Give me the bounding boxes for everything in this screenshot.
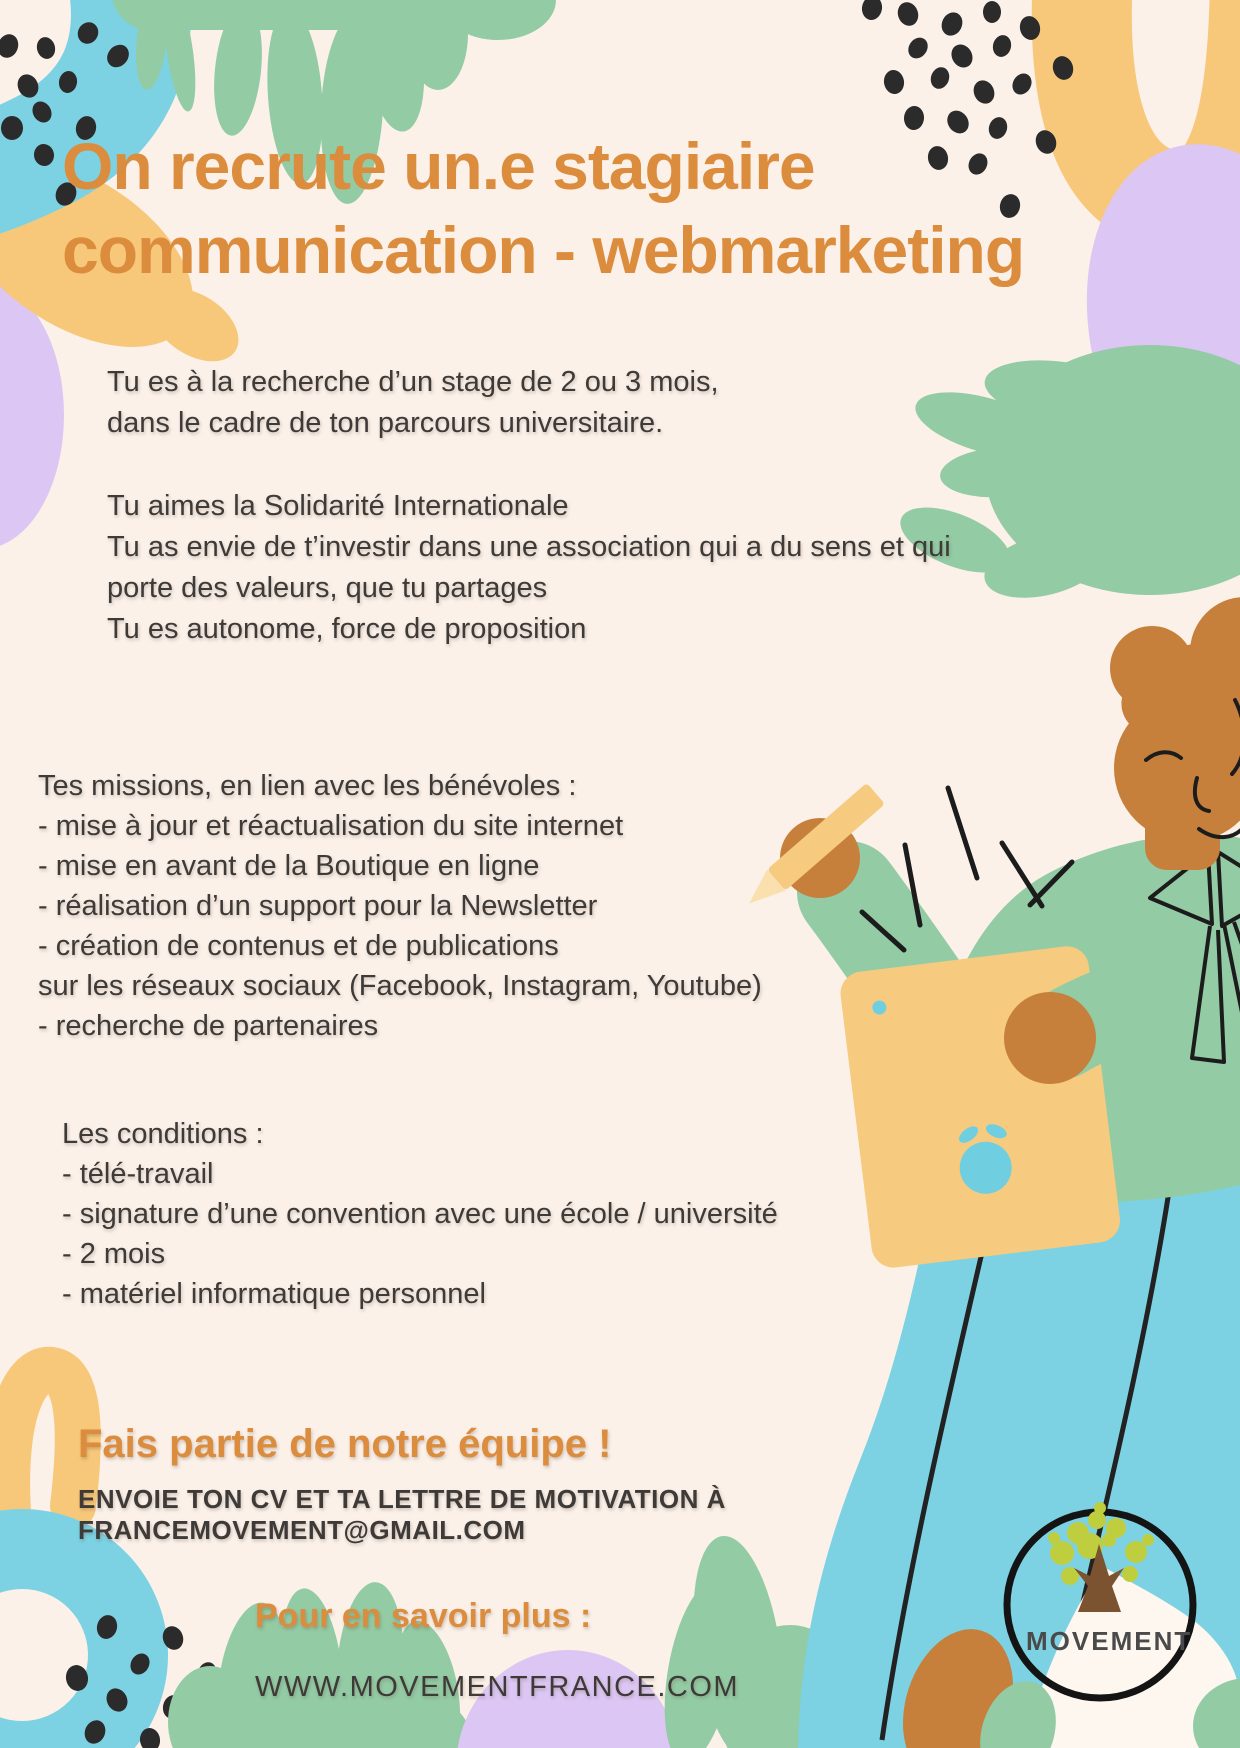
missions-line: sur les réseaux sociaux (Facebook, Instagram, Youtube): [38, 970, 762, 1002]
conditions-heading: Les conditions :: [62, 1118, 264, 1150]
footer-website: WWW.MOVEMENTFRANCE.COM: [255, 1671, 740, 1703]
profile-line: Tu es autonome, force de proposition: [107, 613, 587, 645]
missions-line: - mise en avant de la Boutique en ligne: [38, 850, 540, 882]
intro-line: Tu es à la recherche d’un stage de 2 ou 3 mois,: [107, 366, 719, 398]
teal-ring-bottom-left-icon: [0, 1549, 128, 1748]
intro-line: dans le cadre de ton parcours universitaire.: [107, 407, 664, 439]
logo-wordmark: MOVEMENT: [1026, 1626, 1193, 1656]
conditions-line: - télé-travail: [62, 1158, 214, 1190]
cta-text: [78, 1484, 726, 1546]
title-line-2: communication - webmarketing: [62, 213, 1025, 287]
cta-email: FRANCEMOVEMENT@GMAIL.COM: [78, 1515, 526, 1545]
missions-line: - création de contenus et de publications: [38, 930, 559, 962]
missions-heading: Tes missions, en lien avec les bénévoles :: [38, 770, 577, 802]
conditions-section: [62, 1114, 778, 1314]
intro-paragraph: [107, 362, 719, 444]
cta-line: ENVOIE TON CV ET TA LETTRE DE MOTIVATION À: [78, 1484, 726, 1514]
missions-line: - réalisation d’un support pour la Newsletter: [38, 890, 598, 922]
conditions-line: - signature d’une convention avec une école / université: [62, 1198, 778, 1230]
cta-heading: Fais partie de notre équipe !: [78, 1422, 612, 1466]
poster-title: [62, 124, 1024, 292]
conditions-line: - 2 mois: [62, 1238, 166, 1270]
missions-section: [38, 766, 762, 1046]
head-shape: [1110, 597, 1240, 870]
conditions-line: - matériel informatique personnel: [62, 1278, 486, 1310]
missions-line: - recherche de partenaires: [38, 1010, 379, 1042]
profile-line: Tu as envie de t’investir dans une association qui a du sens et qui: [107, 531, 951, 563]
footer-more-label: Pour en savoir plus :: [255, 1597, 592, 1635]
profile-line: Tu aimes la Solidarité Internationale: [107, 490, 569, 522]
orange-arc-bottom-left-icon: [7, 1370, 78, 1512]
profile-line: porte des valeurs, que tu partages: [107, 572, 548, 604]
woman-illustration: [740, 597, 1240, 1748]
title-line-1: On recrute un.e stagiaire: [62, 129, 815, 203]
profile-paragraph: [107, 486, 951, 650]
missions-line: - mise à jour et réactualisation du site internet: [38, 810, 624, 842]
